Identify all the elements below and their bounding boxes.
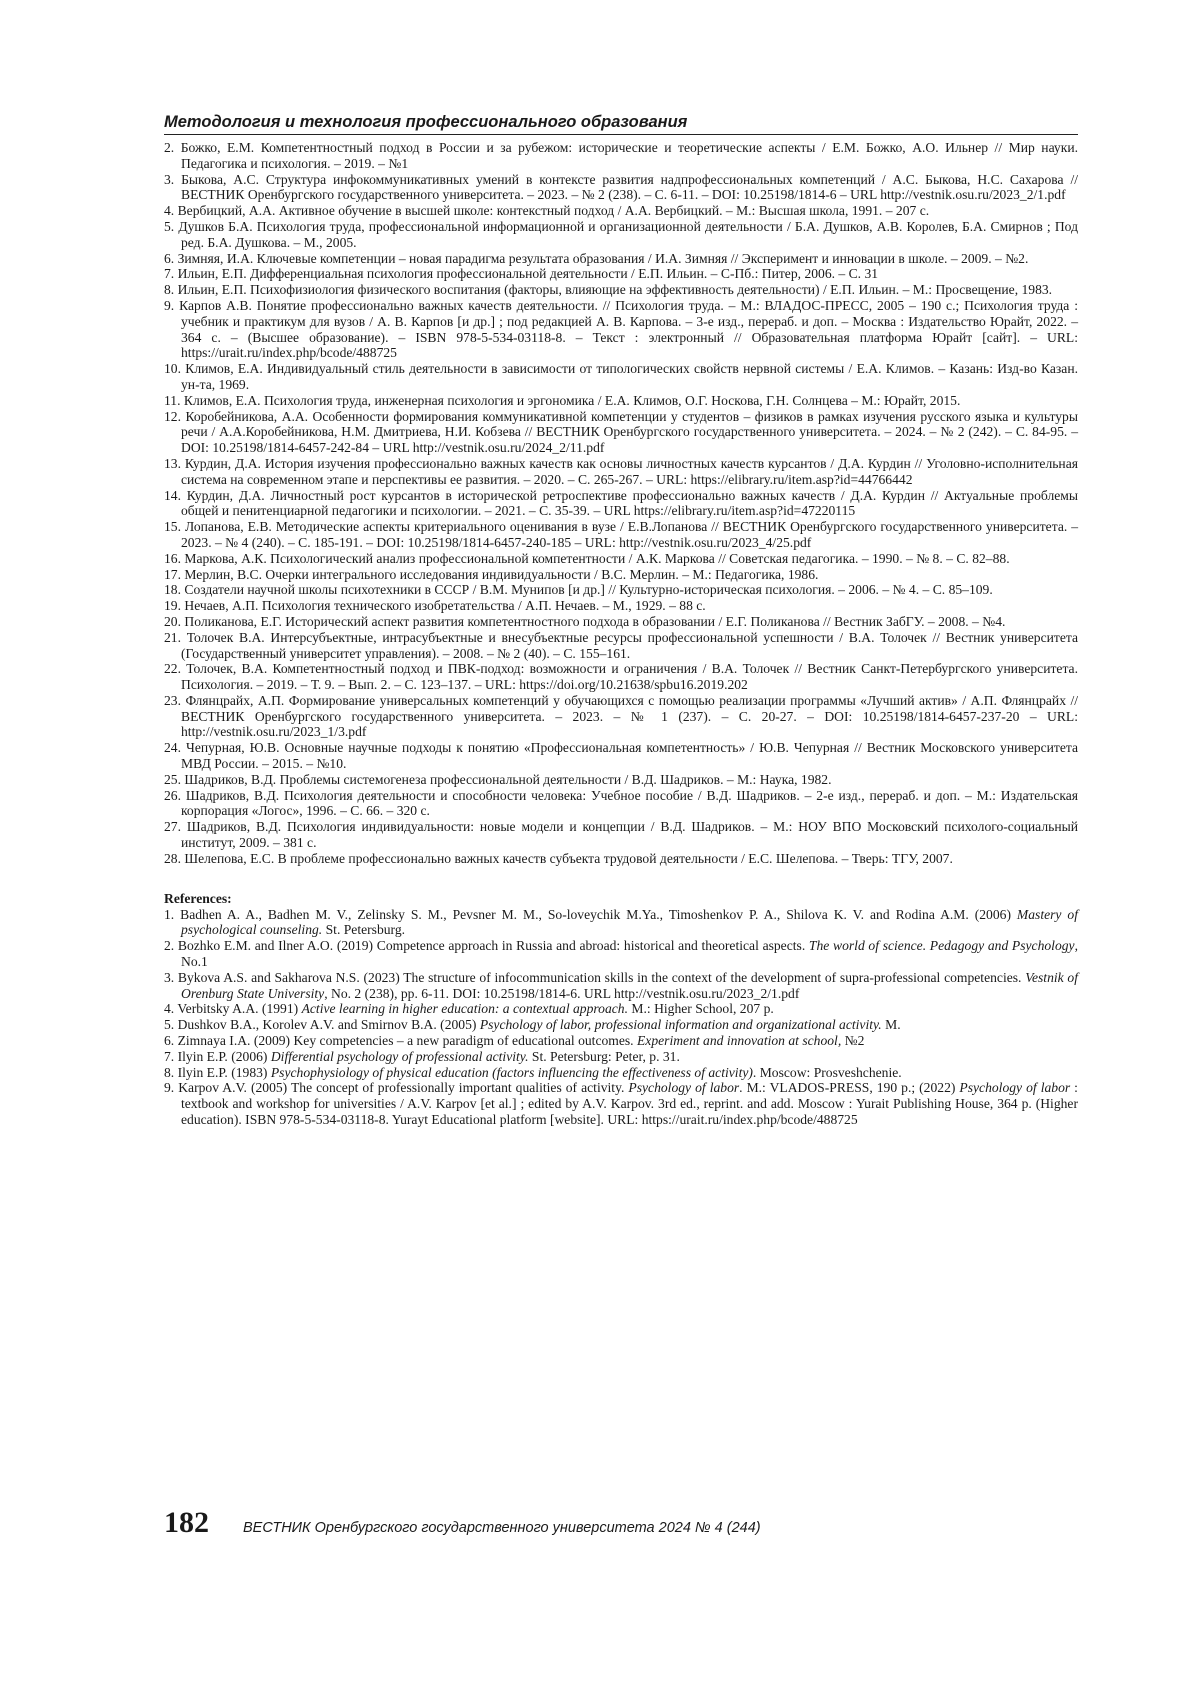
running-head: Методология и технология профессионального образования — [164, 112, 1078, 135]
reference-item: 10. Климов, Е.А. Индивидуальный стиль деятельности в зависимости от типологических свойств нервной системы / Е.А. Климов. – Казань: Изд-во Казан. ун-та, 1969. — [164, 361, 1078, 393]
reference-item-en: 1. Badhen A. A., Badhen M. V., Zelinsky S. M., Pevsner M. M., So-loveychik M.Ya., Timoshenkov P. A., Shilova K. V. and Rodina A.M. (2006) Mastery of psychological counseling. St. Petersburg. — [164, 907, 1078, 939]
page-content — [164, 112, 1078, 1128]
reference-item: 17. Мерлин, В.С. Очерки интегрального исследования индивидуальности / В.С. Мерлин. – М.: Педагогика, 1986. — [164, 567, 1078, 583]
reference-item: 5. Душков Б.А. Психология труда, профессиональной информационной и организационной деятельности / Б.А. Душков, А.В. Королев, Б.А. Смирнов ; Под ред. Б.А. Душкова. – М., 2005. — [164, 219, 1078, 251]
reference-item: 9. Карпов А.В. Понятие профессионально важных качеств деятельности. // Психология труда. – М.: ВЛАДОС-ПРЕСС, 2005 – 190 с.; Психология труда : учебник и практикум для вузов / А. В. Карпов [и др.] ; под редакцией А. В. Карпова. – 3-е изд., перераб. и доп. – Москва : Издательство Юрайт, 2022. – 364 с. – (Высшее образование). – ISBN 978-5-534-03118-8. – Текст : электронный // Образовательная платформа Юрайт [сайт]. – URL: https://urait.ru/index.php/bcode/488725 — [164, 298, 1078, 361]
reference-item: 12. Коробейникова, А.А. Особенности формирования коммуникативной компетенции у студентов – физиков в рамках изучения русского языка и культуры речи / А.А.Коробейникова, Н.М. Дмитриева, Н.И. Кобзева // ВЕСТНИК Оренбургского государственного университета. – 2024. – № 2 (242). – С. 84-95. – DOI: 10.25198/1814-6457-242-84 – URL http://vestnik.osu.ru/2024_2/11.pdf — [164, 409, 1078, 456]
reference-item: 13. Курдин, Д.А. История изучения профессионально важных качеств как основы личностных качеств курсантов / Д.А. Курдин // Уголовно-исполнительная система на современном этапе и перспективы ее развития. – 2020. – С. 265-267. – URL: https://elibrary.ru/item.asp?id=44766442 — [164, 456, 1078, 488]
reference-item: 2. Божко, Е.М. Компетентностный подход в России и за рубежом: исторические и теоретические аспекты / Е.М. Божко, А.О. Ильнер // Мир науки. Педагогика и психология. – 2019. – №1 — [164, 140, 1078, 172]
page-footer — [164, 1506, 761, 1540]
reference-item: 15. Лопанова, Е.В. Методические аспекты критериального оценивания в вузе / Е.В.Лопанова // ВЕСТНИК Оренбургского государственного университета. – 2023. – № 4 (240). – С. 185-191. – DOI: 10.25198/1814-6457-240-185 – URL: http://vestnik.osu.ru/2023_4/25.pdf — [164, 519, 1078, 551]
reference-item: 7. Ильин, Е.П. Дифференциальная психология профессиональной деятельности / Е.П. Ильин. – С-Пб.: Питер, 2006. – С. 31 — [164, 266, 1078, 282]
reference-item: 26. Шадриков, В.Д. Психология деятельности и способности человека: Учебное пособие / В.Д. Шадриков. – 2-е изд., перераб. и доп. – М.: Издательская корпорация «Логос», 1996. – С. 66. – 320 с. — [164, 788, 1078, 820]
journal-title: ВЕСТНИК Оренбургского государственного университета 2024 № 4 (244) — [243, 1520, 761, 1536]
reference-item: 20. Поликанова, Е.Г. Исторический аспект развития компетентностного подхода в образовании / Е.Г. Поликанова // Вестник ЗабГУ. – 2008. – №4. — [164, 614, 1078, 630]
reference-item-en: 6. Zimnaya I.A. (2009) Key competencies – a new paradigm of educational outcomes. Experiment and innovation at school, №2 — [164, 1033, 1078, 1049]
page-number: 182 — [164, 1506, 209, 1540]
reference-item: 11. Климов, Е.А. Психология труда, инженерная психология и эргономика / Е.А. Климов, О.Г. Носкова, Г.Н. Солнцева – М.: Юрайт, 2015. — [164, 393, 1078, 409]
reference-item: 27. Шадриков, В.Д. Психология индивидуальности: новые модели и концепции / В.Д. Шадриков. – М.: НОУ ВПО Московский психолого-социальный институт, 2009. – 381 с. — [164, 819, 1078, 851]
reference-item-en: 9. Karpov A.V. (2005) The concept of professionally important qualities of activity. Psychology of labor. M.: VLADOS-PRESS, 190 p.; (2022) Psychology of labor : textbook and workshop for universities / A.V. Karpov [et al.] ; edited by A.V. Karpov. 3rd ed., reprint. and add. Moscow : Yurait Publishing House, 364 p. (Higher education). ISBN 978-5-534-03118-8. Yurayt Educational platform [website]. URL: https://urait.ru/index.php/bcode/488725 — [164, 1080, 1078, 1127]
reference-item: 23. Флянцрайх, А.П. Формирование универсальных компетенций у обучающихся с помощью реализации программы «Лучший актив» / А.П. Флянцрайх // ВЕСТНИК Оренбургского государственного университета. – 2023. – № 1 (237). – С. 20-27. – DOI: 10.25198/1814-6457-237-20 – URL: http://vestnik.osu.ru/2023_1/3.pdf — [164, 693, 1078, 740]
reference-item: 6. Зимняя, И.А. Ключевые компетенции – новая парадигма результата образования / И.А. Зимняя // Эксперимент и инновации в школе. – 2009. – №2. — [164, 251, 1078, 267]
references-en-title: References: — [164, 891, 1078, 907]
reference-item: 14. Курдин, Д.А. Личностный рост курсантов в исторической ретроспективе профессионально важных качеств / Д.А. Курдин // Актуальные проблемы общей и пенитенциарной педагогики и психологии. – 2021. – С. 35-39. – URL https://elibrary.ru/item.asp?id=47220115 — [164, 488, 1078, 520]
reference-item: 25. Шадриков, В.Д. Проблемы системогенеза профессиональной деятельности / В.Д. Шадриков. – М.: Наука, 1982. — [164, 772, 1078, 788]
reference-item: 3. Быкова, А.С. Структура инфокоммуникативных умений в контексте развития надпрофессиональных компетенций / А.С. Быкова, Н.С. Сахарова // ВЕСТНИК Оренбургского государственного университета. – 2023. – № 2 (238). – С. 6-11. – DOI: 10.25198/1814-6 – URL http://vestnik.osu.ru/2023_2/1.pdf — [164, 172, 1078, 204]
reference-item: 16. Маркова, А.К. Психологический анализ профессиональной компетентности / А.К. Маркова // Советская педагогика. – 1990. – № 8. – С. 82–88. — [164, 551, 1078, 567]
reference-item: 28. Шелепова, Е.С. В проблеме профессионально важных качеств субъекта трудовой деятельности / Е.С. Шелепова. – Тверь: ТГУ, 2007. — [164, 851, 1078, 867]
reference-item-en: 8. Ilyin E.P. (1983) Psychophysiology of physical education (factors influencing the effectiveness of activity). Moscow: Prosveshchenie. — [164, 1065, 1078, 1081]
reference-item: 21. Толочек В.А. Интерсубъектные, интрасубъектные и внесубъектные ресурсы профессиональной успешности / В.А. Толочек // Вестник университета (Государственный университет управления). – 2008. – № 2 (40). – С. 155–161. — [164, 630, 1078, 662]
reference-item-en: 5. Dushkov B.A., Korolev A.V. and Smirnov B.A. (2005) Psychology of labor, professional information and organizational activity. M. — [164, 1017, 1078, 1033]
reference-item-en: 7. Ilyin E.P. (2006) Differential psychology of professional activity. St. Petersburg: Peter, p. 31. — [164, 1049, 1078, 1065]
reference-item: 19. Нечаев, А.П. Психология технического изобретательства / А.П. Нечаев. – М., 1929. – 88 с. — [164, 598, 1078, 614]
references-ru-list — [164, 140, 1078, 867]
references-en-list — [164, 907, 1078, 1128]
reference-item-en: 2. Bozhko E.M. and Ilner A.O. (2019) Competence approach in Russia and abroad: historical and theoretical aspects. The world of science. Pedagogy and Psychology, No.1 — [164, 938, 1078, 970]
reference-item-en: 4. Verbitsky A.A. (1991) Active learning in higher education: a contextual approach. M.: Higher School, 207 p. — [164, 1001, 1078, 1017]
reference-item: 4. Вербицкий, А.А. Активное обучение в высшей школе: контекстный подход / А.А. Вербицкий. – М.: Высшая школа, 1991. – 207 с. — [164, 203, 1078, 219]
reference-item: 24. Чепурная, Ю.В. Основные научные подходы к понятию «Профессиональная компетентность» / Ю.В. Чепурная // Вестник Московского университета МВД России. – 2015. – №10. — [164, 740, 1078, 772]
reference-item: 18. Создатели научной школы психотехники в СССР / В.М. Мунипов [и др.] // Культурно-историческая психология. – 2006. – № 4. – С. 85–109. — [164, 582, 1078, 598]
reference-item-en: 3. Bykova A.S. and Sakharova N.S. (2023) The structure of infocommunication skills in the context of the development of supra-professional competencies. Vestnik of Orenburg State University, No. 2 (238), pp. 6-11. DOI: 10.25198/1814-6. URL http://vestnik.osu.ru/2023_2/1.pdf — [164, 970, 1078, 1002]
reference-item: 8. Ильин, Е.П. Психофизиология физического воспитания (факторы, влияющие на эффективность деятельности) / Е.П. Ильин. – М.: Просвещение, 1983. — [164, 282, 1078, 298]
reference-item: 22. Толочек, В.А. Компетентностный подход и ПВК-подход: возможности и ограничения / В.А. Толочек // Вестник Санкт-Петербургского университета. Психология. – 2019. – Т. 9. – Вып. 2. – С. 123–137. – URL: https://doi.org/10.21638/spbu16.2019.202 — [164, 661, 1078, 693]
